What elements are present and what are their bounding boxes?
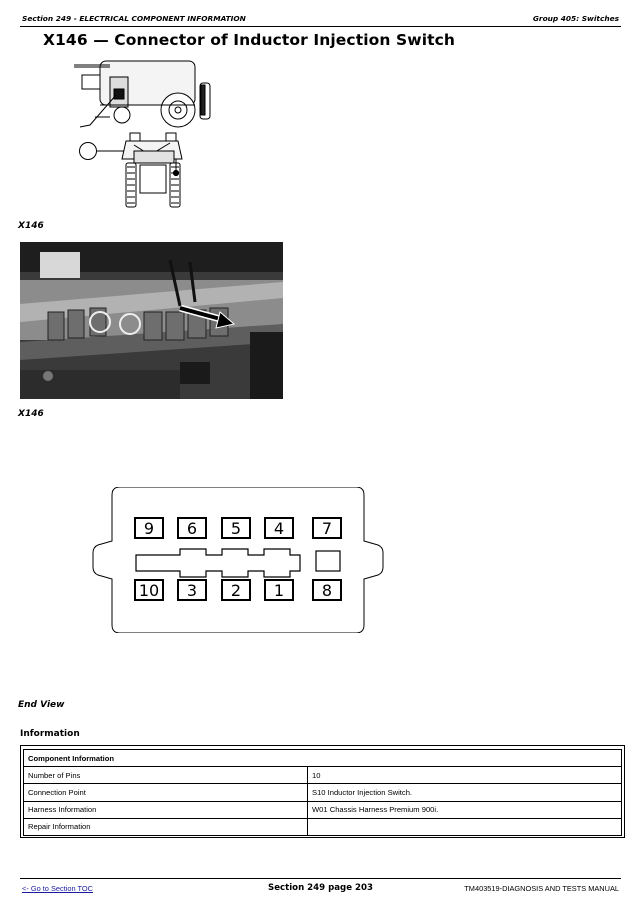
pin-1: 1 [264,579,294,601]
page-title: X146 — Connector of Inductor Injection Switch [43,31,456,49]
connector-location-photo [20,242,283,399]
pin-10: 10 [134,579,164,601]
table-header-cell: Component Information [24,750,622,767]
row-label: Number of Pins [24,767,308,784]
pin-7: 7 [312,517,342,539]
table-row [24,818,622,835]
end-view-caption: End View [18,700,65,710]
pin-5: 5 [221,517,251,539]
row-label: Connection Point [24,784,308,801]
row-value: S10 Inductor Injection Switch. [308,784,622,801]
pin-8: 8 [312,579,342,601]
photo-label: X146 [18,221,44,231]
table-row [24,767,622,784]
row-label: Repair Information [24,818,308,835]
component-information-table [23,749,622,836]
row-label: Harness Information [24,801,308,818]
pin-4: 4 [264,517,294,539]
row-value: 10 [308,767,622,784]
pin-2: 2 [221,579,251,601]
page-header [20,9,621,27]
diagram-label: X146 [18,409,44,419]
row-value [308,818,622,835]
table-row [24,801,622,818]
pin-6: 6 [177,517,207,539]
manual-title: TM403519-DIAGNOSIS AND TESTS MANUAL [464,884,619,893]
connector-outline [92,487,384,633]
page-footer [20,878,621,898]
table-header-row [24,750,622,767]
section-toc-link[interactable]: <- Go to Section TOC [22,884,93,893]
pin-9: 9 [134,517,164,539]
information-heading: Information [20,729,80,739]
connector-end-view [92,487,384,633]
section-title: Section 249 - ELECTRICAL COMPONENT INFORMATION [22,14,246,23]
group-title: Group 405: Switches [532,14,619,23]
row-value: W01 Chassis Harness Premium 900i. [308,801,622,818]
pin-3: 3 [177,579,207,601]
table-row [24,784,622,801]
page-number: Section 249 page 203 [268,883,373,893]
location-illustration [70,55,230,213]
